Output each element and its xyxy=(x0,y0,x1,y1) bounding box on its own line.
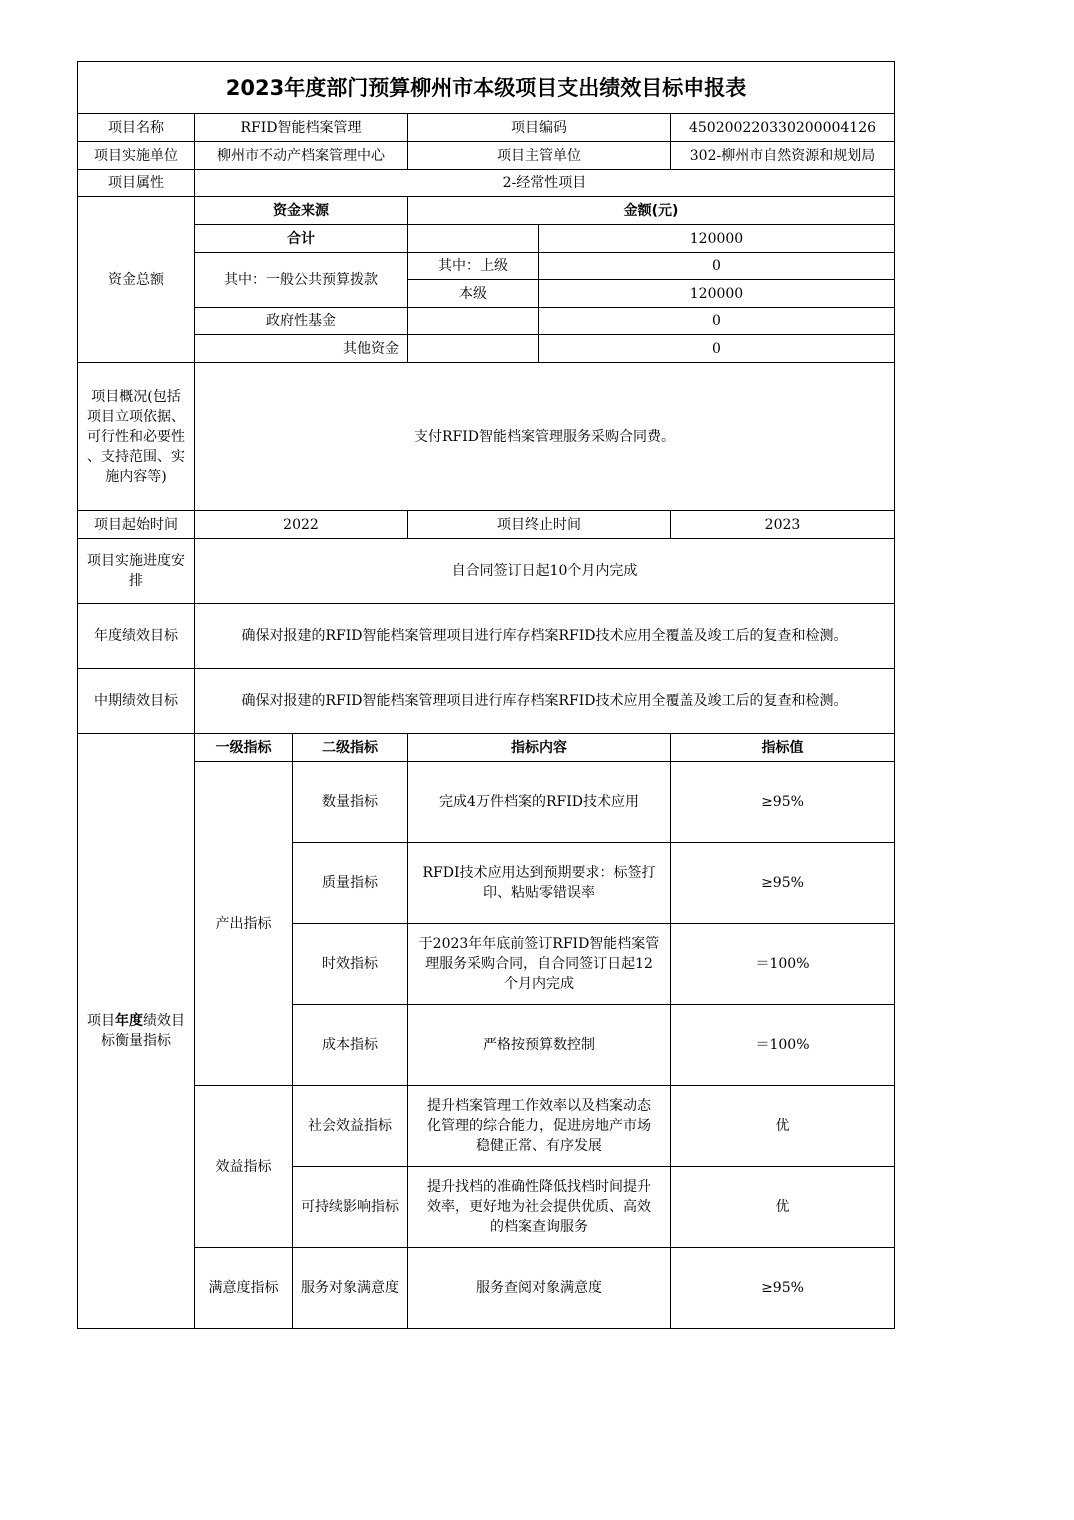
indicator-row xyxy=(78,762,895,843)
annual-goal-label: 年度绩效目标 xyxy=(78,604,195,669)
overview-content: 支付RFID智能档案管理服务采购合同费。 xyxy=(195,363,895,511)
form-table xyxy=(77,61,895,1329)
indicator-level2: 服务对象满意度 xyxy=(293,1248,408,1329)
project-name-label: 项目名称 xyxy=(78,114,195,142)
attribute-value: 2-经常性项目 xyxy=(195,170,895,197)
indicator-value: ＝100% xyxy=(671,1005,895,1086)
indicator-level2: 成本指标 xyxy=(293,1005,408,1086)
schedule-label: 项目实施进度安 排 xyxy=(78,539,195,604)
funds-other-spacer xyxy=(408,335,539,363)
indicator-value: ＝100% xyxy=(671,924,895,1005)
indicator-content: 于2023年年底前签订RFID智能档案管 理服务采购合同，自合同签订日起12 个月内完成 xyxy=(408,924,671,1005)
funds-gov-fund-spacer xyxy=(408,308,539,335)
indicator-level2: 质量指标 xyxy=(293,843,408,924)
funds-amount-header: 金额(元) xyxy=(408,197,895,225)
schedule-content: 自合同签订日起10个月内完成 xyxy=(195,539,895,604)
project-name-value: RFID智能档案管理 xyxy=(195,114,408,142)
output-indicator-label: 产出指标 xyxy=(195,762,293,1086)
end-time-value: 2023 xyxy=(671,511,895,539)
funds-gov-fund-value: 0 xyxy=(539,308,895,335)
funds-total-label: 合计 xyxy=(195,225,408,253)
indicator-value: ≥95% xyxy=(671,1248,895,1329)
indicator-row xyxy=(78,1086,895,1167)
funds-upper-label: 其中：上级 xyxy=(408,253,539,280)
project-code-label: 项目编码 xyxy=(408,114,671,142)
funds-local-label: 本级 xyxy=(408,280,539,308)
indicator-content: RFDI技术应用达到预期要求：标签打 印、粘贴零错误率 xyxy=(408,843,671,924)
funds-local-value: 120000 xyxy=(539,280,895,308)
end-time-label: 项目终止时间 xyxy=(408,511,671,539)
impl-unit-value: 柳州市不动产档案管理中心 xyxy=(195,142,408,170)
funds-other-value: 0 xyxy=(539,335,895,363)
indicator-value: ≥95% xyxy=(671,762,895,843)
funds-total-value: 120000 xyxy=(539,225,895,253)
indicator-level2: 可持续影响指标 xyxy=(293,1167,408,1248)
form-title: 2023年度部门预算柳州市本级项目支出绩效目标申报表 xyxy=(78,62,895,114)
funds-source-header: 资金来源 xyxy=(195,197,408,225)
indicator-level2: 时效指标 xyxy=(293,924,408,1005)
annual-goal-content: 确保对报建的RFID智能档案管理项目进行库存档案RFID技术应用全覆盖及竣工后的复查和检测。 xyxy=(195,604,895,669)
supervisor-value: 302-柳州市自然资源和规划局 xyxy=(671,142,895,170)
project-code-value: 450200220330200004126 xyxy=(671,114,895,142)
start-time-value: 2022 xyxy=(195,511,408,539)
funds-other-label: 其他资金 xyxy=(195,335,408,363)
header-level1: 一级指标 xyxy=(195,734,293,762)
mid-goal-label: 中期绩效目标 xyxy=(78,669,195,734)
funds-total-spacer xyxy=(408,225,539,253)
performance-target-form xyxy=(77,61,895,1329)
indicator-row xyxy=(78,1248,895,1329)
funds-gov-fund-label: 政府性基金 xyxy=(195,308,408,335)
indicator-content: 提升档案管理工作效率以及档案动态 化管理的综合能力，促进房地产市场 稳健正常、有序发展 xyxy=(408,1086,671,1167)
funds-label: 资金总额 xyxy=(78,197,195,363)
overview-label: 项目概况(包括 项目立项依据、 可行性和必要性 、支持范围、实 施内容等) xyxy=(78,363,195,511)
indicator-value: 优 xyxy=(671,1086,895,1167)
indicator-level2: 数量指标 xyxy=(293,762,408,843)
indicator-content: 提升找档的准确性降低找档时间提升 效率，更好地为社会提供优质、高效 的档案查询服务 xyxy=(408,1167,671,1248)
funds-upper-value: 0 xyxy=(539,253,895,280)
mid-goal-content: 确保对报建的RFID智能档案管理项目进行库存档案RFID技术应用全覆盖及竣工后的复查和检测。 xyxy=(195,669,895,734)
attribute-label: 项目属性 xyxy=(78,170,195,197)
header-level2: 二级指标 xyxy=(293,734,408,762)
indicator-value: ≥95% xyxy=(671,843,895,924)
header-content: 指标内容 xyxy=(408,734,671,762)
indicator-content: 服务查阅对象满意度 xyxy=(408,1248,671,1329)
indicator-content: 完成4万件档案的RFID技术应用 xyxy=(408,762,671,843)
indicator-level2: 社会效益指标 xyxy=(293,1086,408,1167)
benefit-indicator-label: 效益指标 xyxy=(195,1086,293,1248)
indicators-label: 项目年度绩效目 标衡量指标 xyxy=(78,734,195,1329)
funds-general-label: 其中：一般公共预算拨款 xyxy=(195,253,408,308)
impl-unit-label: 项目实施单位 xyxy=(78,142,195,170)
supervisor-label: 项目主管单位 xyxy=(408,142,671,170)
header-value: 指标值 xyxy=(671,734,895,762)
indicator-content: 严格按预算数控制 xyxy=(408,1005,671,1086)
start-time-label: 项目起始时间 xyxy=(78,511,195,539)
indicator-value: 优 xyxy=(671,1167,895,1248)
satisfaction-indicator-label: 满意度指标 xyxy=(195,1248,293,1329)
